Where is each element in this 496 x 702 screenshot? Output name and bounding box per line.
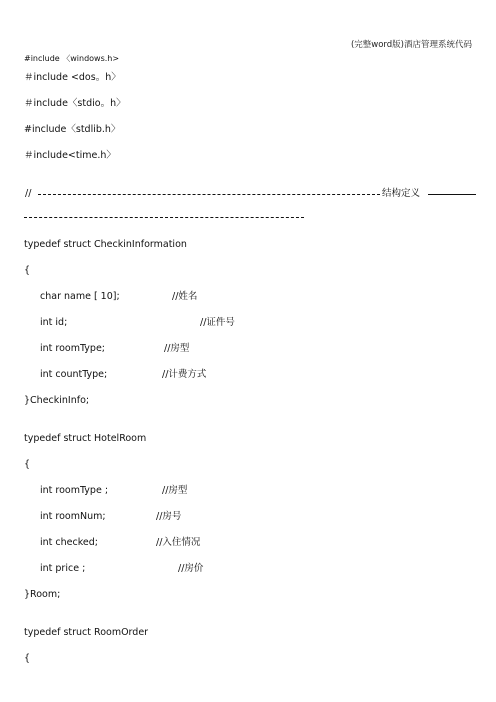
field-code: int roomType; — [40, 343, 106, 354]
struct-declaration: typedef struct HotelRoom — [24, 433, 147, 444]
field-comment: //房号 — [156, 511, 182, 522]
field-code: int id; — [40, 317, 68, 328]
field-comment: //房型 — [162, 485, 188, 496]
brace-close: }Room; — [24, 589, 61, 600]
divider-dash-line — [38, 194, 380, 195]
field-code: int checked; — [40, 537, 98, 548]
struct-declaration: typedef struct RoomOrder — [24, 627, 149, 638]
divider-tail-line — [428, 194, 476, 195]
include-line: ＃include <dos。h〉 — [24, 72, 121, 83]
divider-continuation-line — [24, 217, 304, 218]
brace-open: { — [24, 265, 31, 276]
divider-prefix: // — [25, 188, 32, 199]
field-comment: //房价 — [178, 563, 204, 574]
field-code: int countType; — [40, 369, 108, 380]
document-header: (完整word版)酒店管理系统代码 — [350, 40, 472, 50]
divider-label: 结构定义 — [382, 188, 421, 199]
field-comment: //房型 — [164, 343, 190, 354]
struct-declaration: typedef struct CheckinInformation — [24, 239, 187, 250]
field-comment: //计费方式 — [162, 369, 207, 380]
brace-open: { — [24, 459, 31, 470]
include-line: #include〈stdlib.h〉 — [24, 124, 121, 135]
include-line: ＃include<time.h〉 — [24, 150, 116, 161]
section-divider — [24, 188, 476, 200]
field-comment: //姓名 — [172, 291, 198, 302]
field-code: int roomType ; — [40, 485, 109, 496]
field-comment: //证件号 — [200, 317, 235, 328]
field-code: int price ; — [40, 563, 86, 574]
brace-open: { — [24, 653, 31, 664]
field-code: char name [ 10]; — [40, 291, 120, 302]
brace-close: }CheckinInfo; — [24, 395, 90, 406]
include-line: #include 〈windows.h> — [24, 54, 120, 63]
field-comment: //入住情况 — [156, 537, 201, 548]
field-code: int roomNum; — [40, 511, 106, 522]
include-line: ＃include〈stdio。h〉 — [24, 98, 126, 109]
